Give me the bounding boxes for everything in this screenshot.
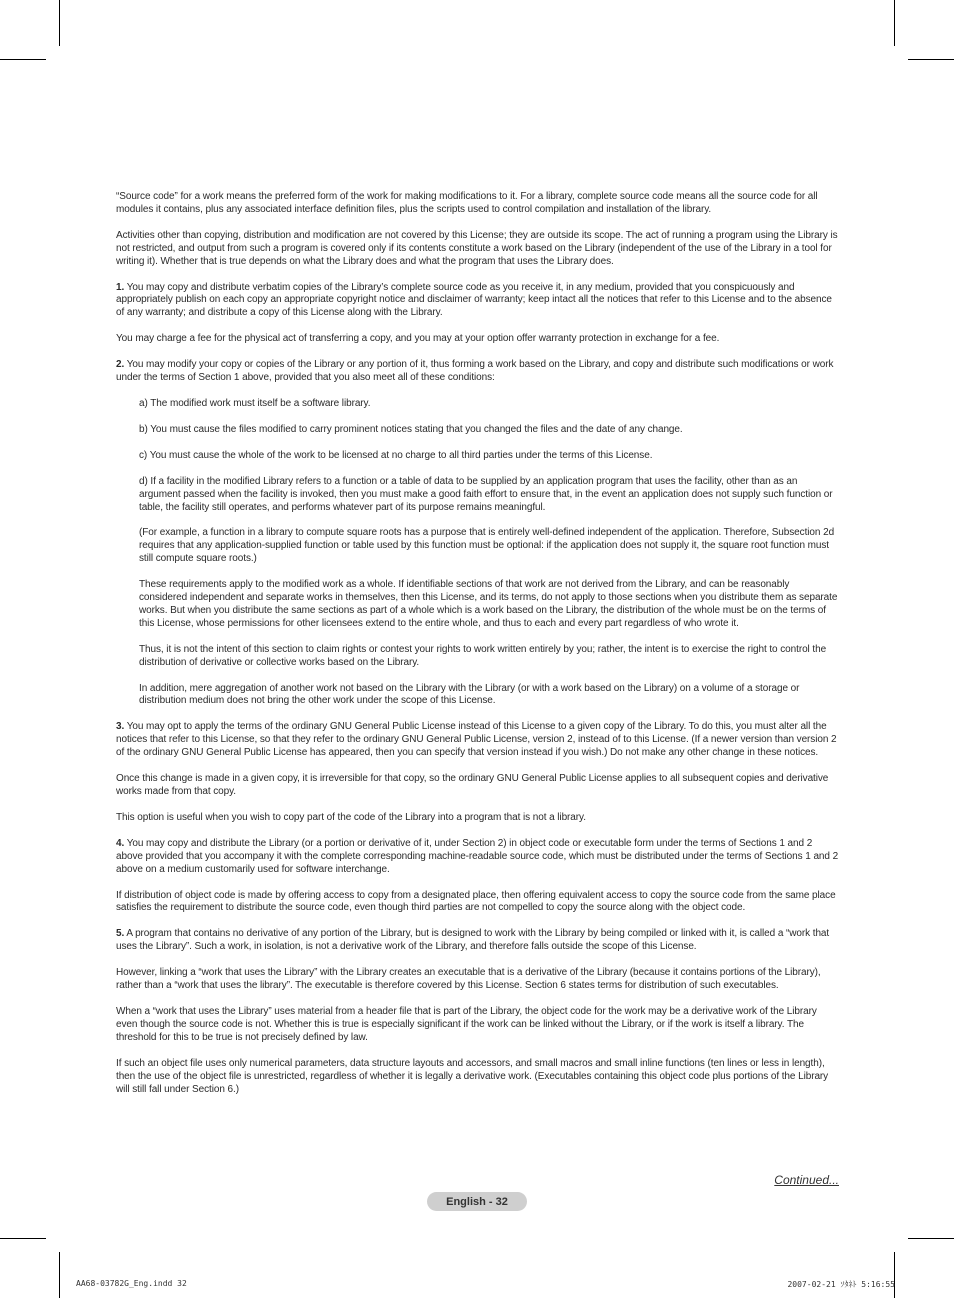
section-number: 5. (116, 928, 125, 940)
crop-mark-br-h (908, 1238, 954, 1239)
paragraph-text: b) You must cause the files modified to carry prominent notices stating that you changed the files and the date of any change. (139, 423, 683, 435)
paragraph-text: In addition, mere aggregation of another work not based on the Library with the Library (or with a work based on the Library) on a volume of a storage or distribution medium does not bring the other work under the scope of this License. (139, 682, 800, 707)
license-paragraph (116, 1006, 839, 1045)
paragraph-text: However, linking a “work that uses the Library” with the Library creates an executable that is a derivative of the Library (because it contains portions of the Library), rather than a “work that uses the library”. The executable is therefore covered by this License. Section 6 states terms for distribution of such executables. (116, 967, 821, 992)
paragraph-text: This option is useful when you wish to copy part of the code of the Library into a program that is not a library. (116, 811, 586, 823)
license-paragraph (116, 773, 839, 799)
section-number: 3. (116, 721, 125, 733)
paragraph-text: You may copy and distribute verbatim copies of the Library’s complete source code as you receive it, in any medium, provided that you conspicuously and appropriately publish on each copy an appropriate copyright notice and disclaimer of warranty; keep intact all the notices that refer to this License and to the absence of any warranty; and distribute a copy of this License along with the Library. (116, 281, 832, 319)
print-slug-left: AA68-03782G_Eng.indd 32 (76, 1279, 187, 1288)
continued-note: Continued... (774, 1173, 839, 1187)
license-paragraph (116, 812, 839, 825)
section-number: 1. (116, 281, 125, 293)
paragraph-text: When a “work that uses the Library” uses material from a header file that is part of the Library, the object code for the work may be a derivative work of the Library even though the source code is not. Whether this is true is especially significant if the work can be linked without the Library, or if the work is itself a library. The threshold for this to be true is not precisely defined by law. (116, 1005, 817, 1043)
paragraph-text: If distribution of object code is made by offering access to copy from a designated place, then offering equivalent access to copy the source code from the same place satisfies the requirement to distribute the source code, even though third parties are not compelled to copy the source along with the object code. (116, 889, 836, 914)
paragraph-text: Thus, it is not the intent of this section to claim rights or contest your rights to work written entirely by you; rather, the intent is to exercise the right to control the distribution of derivative or collective works based on the Library. (139, 643, 827, 668)
paragraph-text: a) The modified work must itself be a software library. (139, 397, 371, 409)
print-slug-right: 2007-02-21 ｿﾀﾈﾄ 5:16:55 (787, 1280, 895, 1289)
crop-mark-bl-v (59, 1252, 60, 1298)
paragraph-text: (For example, a function in a library to compute square roots has a purpose that is entirely well-defined independent of the application. Therefore, Subsection 2d requires that any application-supplied function or table used by this function must be optional: if the application does not supply it, the square root function must still compute square roots.) (139, 527, 835, 565)
license-paragraph (116, 579, 839, 631)
section-number: 4. (116, 837, 125, 849)
crop-mark-tl-v (59, 0, 60, 46)
paragraph-text: A program that contains no derivative of any portion of the Library, but is designed to work with the Library by being compiled or linked with it, is called a “work that uses the Library”. Such a work, in isolation, is not a derivative work of the Library, and therefore falls outside the scope of this License. (116, 928, 830, 953)
license-paragraph (116, 282, 839, 321)
crop-mark-tr-h (908, 59, 954, 60)
license-paragraph (116, 527, 839, 566)
license-paragraph (116, 928, 839, 954)
license-paragraph (116, 333, 839, 346)
license-paragraph (116, 683, 839, 709)
license-paragraph (116, 967, 839, 993)
license-paragraph (116, 191, 839, 217)
crop-mark-bl-h (0, 1238, 46, 1239)
paragraph-text: c) You must cause the whole of the work to be licensed at no charge to all third parties under the terms of this License. (139, 449, 653, 461)
section-number: 2. (116, 359, 125, 371)
license-paragraph (116, 398, 839, 411)
license-paragraph (116, 721, 839, 760)
license-paragraph (116, 476, 839, 515)
paragraph-text: These requirements apply to the modified work as a whole. If identifiable sections of that work are not derived from the Library, and can be reasonably considered independent and separate works in themselves, then this License, and its terms, do not apply to those sections when you distribute them as separate works. But when you distribute the same sections as part of a whole which is a work based on the Library, the distribution of the whole must be on the terms of this License, whose permissions for other licensees extend to the entire whole, and thus to each and every part regardless of who wrote it. (139, 579, 838, 629)
paragraph-text: You may charge a fee for the physical act of transferring a copy, and you may at your option offer warranty protection in exchange for a fee. (116, 333, 720, 345)
page-number-badge: English - 32 (427, 1192, 527, 1211)
crop-mark-tr-v (894, 0, 895, 46)
license-paragraph (116, 230, 839, 269)
license-paragraph (116, 450, 839, 463)
license-paragraph (116, 644, 839, 670)
paragraph-text: Activities other than copying, distribution and modification are not covered by this License; they are outside its scope. The act of running a program using the Library is not restricted, and output from such a program is covered only if its contents constitute a work based on the Library (independent of the use of the Library in a tool for writing it). Whether that is true depends on what the Library does and what the program that uses the Library does. (116, 229, 838, 267)
paragraph-text: d) If a facility in the modified Library refers to a function or a table of data to be supplied by an application program that uses the facility, other than as an argument passed when the facility is invoked, then you must make a good faith effort to ensure that, in the event an application does not supply such function or table, the facility still operates, and performs whatever part of its purpose remains meaningful. (139, 475, 833, 513)
paragraph-text: If such an object file uses only numerical parameters, data structure layouts and accessors, and small macros and small inline functions (ten lines or less in length), then the use of the object file is unrestricted, regardless of whether it is legally a derivative work. (Executables containing this object code plus portions of the Library will still fall under Section 6.) (116, 1057, 829, 1095)
paragraph-text: You may opt to apply the terms of the ordinary GNU General Public License instead of this License to a given copy of the Library. To do this, you must alter all the notices that refer to this License, so that they refer to the ordinary GNU General Public License, version 2, instead of to this License. (If a newer version than version 2 of the ordinary GNU General Public License has appeared, then you can specify that version instead if you wish.) Do not make any other change in these notices. (116, 721, 837, 759)
paragraph-text: You may copy and distribute the Library (or a portion or derivative of it, under Section 2) in object code or executable form under the terms of Sections 1 and 2 above provided that you accompany it with the complete corresponding machine-readable source code, which must be distributed under the terms of Sections 1 and 2 above on a medium customarily used for software interchange. (116, 837, 839, 875)
paragraph-text: “Source code” for a work means the preferred form of the work for making modifications to it. For a library, complete source code means all the source code for all modules it contains, plus any associated interface definition files, plus the scripts used to control compilation and installation of the library. (116, 191, 818, 215)
license-paragraph (116, 838, 839, 877)
paragraph-text: You may modify your copy or copies of the Library or any portion of it, thus forming a work based on the Library, and copy and distribute such modifications or work under the terms of Section 1 above, provided that you also meet all of these conditions: (116, 359, 834, 384)
crop-mark-br-v (894, 1252, 895, 1298)
license-paragraph (116, 890, 839, 916)
license-paragraph (116, 359, 839, 385)
license-paragraph (116, 424, 839, 437)
paragraph-text: Once this change is made in a given copy, it is irreversible for that copy, so the ordinary GNU General Public License applies to all subsequent copies and derivative works made from that copy. (116, 773, 829, 797)
crop-mark-tl-h (0, 59, 46, 60)
license-paragraph (116, 1058, 839, 1097)
license-body (116, 191, 839, 1109)
